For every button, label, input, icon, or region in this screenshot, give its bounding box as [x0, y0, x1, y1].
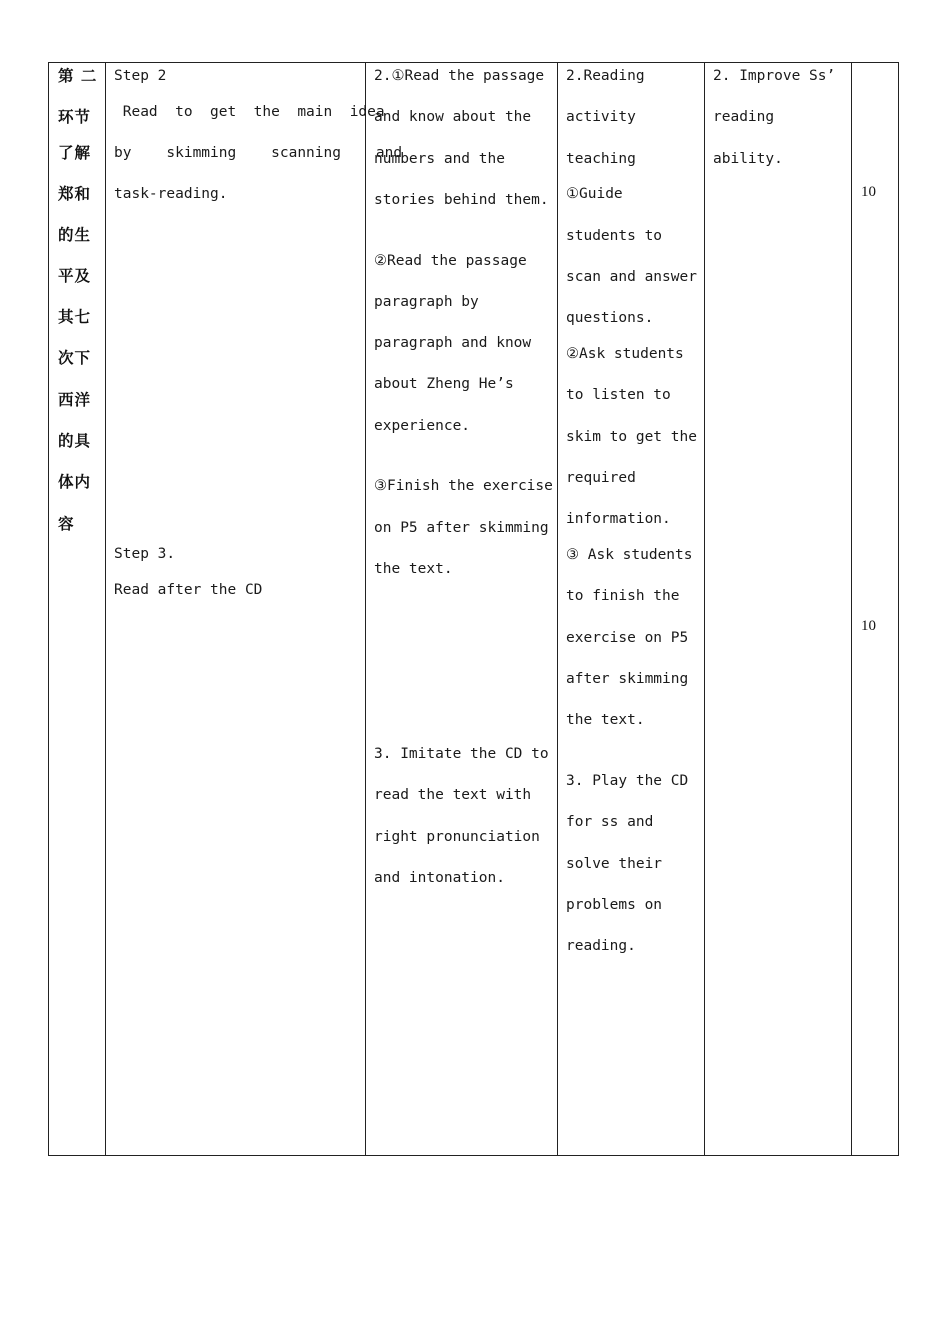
stage-label-line: 容	[58, 515, 75, 533]
purpose-line: 2. Improve Ss’	[713, 68, 836, 84]
stage-label-line: 郑和	[58, 185, 92, 203]
teacher-line: problems on	[566, 897, 663, 913]
stage-label-line: 的生	[58, 226, 92, 244]
activity-line: and intonation.	[374, 870, 505, 886]
stage-label-line: 其七	[58, 308, 92, 326]
teacher-line: students to	[566, 228, 663, 244]
step-3-text: Read after the CD	[114, 582, 263, 598]
time-value: 10	[861, 184, 876, 200]
activity-line: the text.	[374, 561, 453, 577]
teacher-line: 3. Play the CD	[566, 773, 689, 789]
step-2-text: task-reading.	[114, 186, 228, 202]
activity-line: about Zheng He’s	[374, 376, 514, 392]
column-divider	[105, 63, 106, 1155]
stage-label-line: 西洋	[58, 391, 92, 409]
stage-label-line: 了解	[58, 144, 92, 162]
step-2-title: Step 2	[114, 68, 167, 84]
teacher-line: solve their	[566, 856, 663, 872]
stage-label-line: 第 二	[58, 67, 98, 85]
activity-line: stories behind them.	[374, 192, 549, 208]
stage-label-line: 平及	[58, 267, 92, 285]
activity-line: ③Finish the exercise	[374, 478, 553, 494]
activity-line: on P5 after skimming	[374, 520, 549, 536]
stage-label-line: 次下	[58, 349, 92, 367]
column-divider	[557, 63, 558, 1155]
time-value: 10	[861, 618, 876, 634]
teacher-line: for ss and	[566, 814, 654, 830]
teacher-line: 2.Reading	[566, 68, 645, 84]
activity-line: ②Read the passage	[374, 253, 527, 269]
lesson-plan-table	[48, 62, 899, 1156]
activity-line: right pronunciation	[374, 829, 540, 845]
teacher-line: to listen to	[566, 387, 671, 403]
activity-line: 2.①Read the passage	[374, 68, 545, 84]
teacher-line: ①Guide	[566, 186, 623, 202]
teacher-line: ③ Ask students	[566, 547, 693, 563]
column-divider	[851, 63, 852, 1155]
teacher-line: questions.	[566, 310, 654, 326]
column-divider	[704, 63, 705, 1155]
activity-line: paragraph and know	[374, 335, 532, 351]
step-2-text: Read to get the main idea	[114, 104, 385, 120]
teacher-line: activity	[566, 109, 636, 125]
teacher-line: exercise on P5	[566, 630, 689, 646]
step-2-text: by skimming scanning and	[114, 145, 403, 161]
teacher-line: after skimming	[566, 671, 689, 687]
purpose-line: ability.	[713, 151, 783, 167]
activity-line: experience.	[374, 418, 471, 434]
activity-line: numbers and the	[374, 151, 505, 167]
activity-line: read the text with	[374, 787, 532, 803]
teacher-line: required	[566, 470, 636, 486]
activity-line: 3. Imitate the CD to	[374, 746, 549, 762]
teacher-line: reading.	[566, 938, 636, 954]
teacher-line: information.	[566, 511, 671, 527]
teacher-line: skim to get the	[566, 429, 697, 445]
purpose-line: reading	[713, 109, 775, 125]
teacher-line: ②Ask students	[566, 346, 684, 362]
column-divider	[365, 63, 366, 1155]
step-3-title: Step 3.	[114, 546, 176, 562]
stage-label-line: 的具	[58, 432, 92, 450]
stage-label-line: 体内	[58, 473, 92, 491]
teacher-line: teaching	[566, 151, 636, 167]
teacher-line: scan and answer	[566, 269, 697, 285]
stage-label-line: 环节	[58, 108, 92, 126]
activity-line: and know about the	[374, 109, 532, 125]
activity-line: paragraph by	[374, 294, 479, 310]
teacher-line: the text.	[566, 712, 645, 728]
teacher-line: to finish the	[566, 588, 680, 604]
